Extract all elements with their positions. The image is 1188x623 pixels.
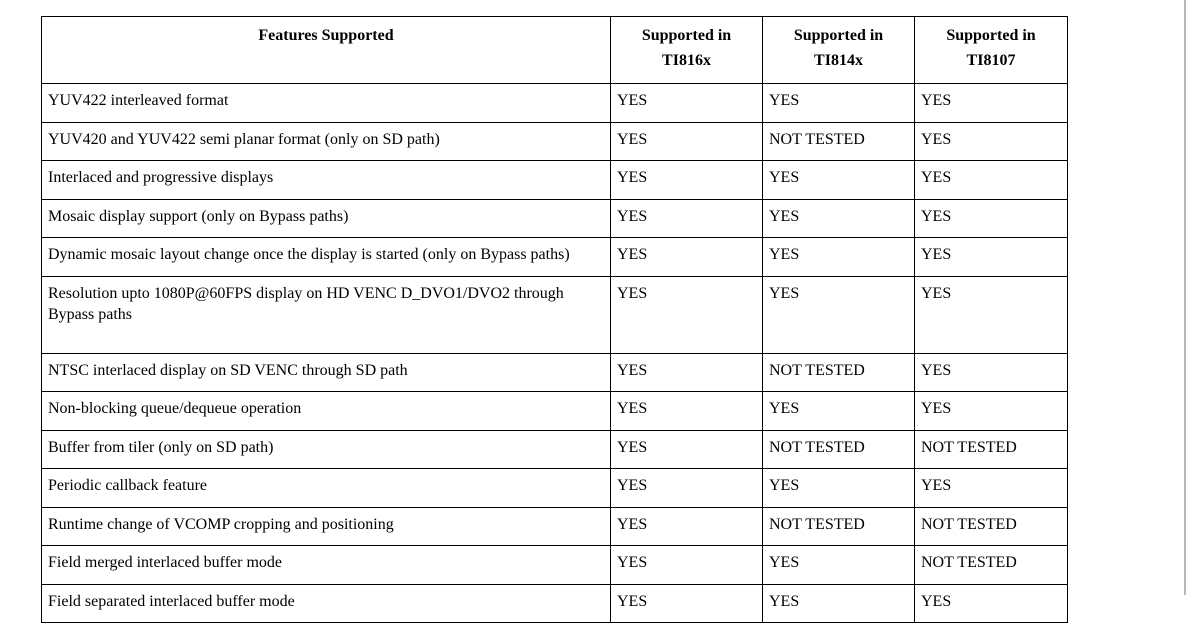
table-row [42, 430, 1068, 469]
page-edge-line [1184, 0, 1186, 595]
ti816x-cell: YES [611, 122, 763, 161]
feature-cell: Resolution upto 1080P@60FPS display on HD VENC D_DVO1/DVO2 through Bypass paths [42, 276, 611, 353]
ti8107-cell: YES [915, 122, 1068, 161]
ti814x-cell: YES [763, 546, 915, 585]
feature-cell: Interlaced and progressive displays [42, 161, 611, 200]
ti816x-cell: YES [611, 392, 763, 431]
feature-cell: YUV422 interleaved format [42, 84, 611, 123]
header-row [42, 17, 1068, 84]
ti816x-cell: YES [611, 430, 763, 469]
ti8107-cell: YES [915, 469, 1068, 508]
table-row [42, 546, 1068, 585]
feature-cell: NTSC interlaced display on SD VENC through SD path [42, 353, 611, 392]
ti8107-cell: YES [915, 84, 1068, 123]
column-header-ti816x [611, 17, 763, 84]
ti814x-cell: YES [763, 392, 915, 431]
table-row [42, 353, 1068, 392]
feature-cell: Field separated interlaced buffer mode [42, 584, 611, 622]
ti814x-cell: YES [763, 199, 915, 238]
table-row [42, 84, 1068, 123]
ti816x-cell: YES [611, 353, 763, 392]
column-header-label: Features Supported [258, 27, 394, 44]
ti816x-cell: YES [611, 546, 763, 585]
ti814x-cell: NOT TESTED [763, 353, 915, 392]
table-row [42, 238, 1068, 277]
table-row [42, 122, 1068, 161]
ti816x-cell: YES [611, 507, 763, 546]
ti8107-cell: NOT TESTED [915, 546, 1068, 585]
column-header-ti814x [763, 17, 915, 84]
ti8107-cell: YES [915, 392, 1068, 431]
column-header-line2: TI814x [814, 52, 863, 69]
ti816x-cell: YES [611, 199, 763, 238]
ti814x-cell: YES [763, 276, 915, 353]
column-header-line1: Supported in [641, 27, 732, 44]
ti8107-cell: YES [915, 584, 1068, 622]
column-header-line1: Supported in [946, 27, 1036, 44]
feature-cell: Buffer from tiler (only on SD path) [42, 430, 611, 469]
feature-cell: Dynamic mosaic layout change once the display is started (only on Bypass paths) [42, 238, 611, 277]
feature-cell: Periodic callback feature [42, 469, 611, 508]
column-header-ti8107 [915, 17, 1068, 84]
table-row [42, 392, 1068, 431]
ti814x-cell: YES [763, 161, 915, 200]
feature-cell: Non-blocking queue/dequeue operation [42, 392, 611, 431]
ti816x-cell: YES [611, 469, 763, 508]
table-row [42, 199, 1068, 238]
column-header-features [42, 17, 611, 84]
ti816x-cell: YES [611, 584, 763, 622]
ti814x-cell: NOT TESTED [763, 122, 915, 161]
table-row [42, 507, 1068, 546]
column-header-line2: TI8107 [966, 52, 1016, 69]
feature-cell: Field merged interlaced buffer mode [42, 546, 611, 585]
ti816x-cell: YES [611, 238, 763, 277]
table-row [42, 276, 1068, 353]
ti814x-cell: YES [763, 238, 915, 277]
table-row [42, 161, 1068, 200]
ti814x-cell: YES [763, 469, 915, 508]
features-support-table [41, 16, 1068, 623]
ti816x-cell: YES [611, 161, 763, 200]
ti8107-cell: YES [915, 238, 1068, 277]
ti8107-cell: YES [915, 161, 1068, 200]
feature-cell: Mosaic display support (only on Bypass paths) [42, 199, 611, 238]
feature-cell: Runtime change of VCOMP cropping and positioning [42, 507, 611, 546]
ti8107-cell: NOT TESTED [915, 430, 1068, 469]
table-row [42, 469, 1068, 508]
table-row [42, 584, 1068, 622]
ti814x-cell: NOT TESTED [763, 430, 915, 469]
column-header-line1: Supported in [793, 27, 884, 44]
ti814x-cell: YES [763, 84, 915, 123]
column-header-line2: TI816x [662, 52, 711, 69]
ti816x-cell: YES [611, 84, 763, 123]
ti814x-cell: NOT TESTED [763, 507, 915, 546]
ti814x-cell: YES [763, 584, 915, 622]
ti8107-cell: YES [915, 353, 1068, 392]
ti816x-cell: YES [611, 276, 763, 353]
ti8107-cell: YES [915, 276, 1068, 353]
ti8107-cell: YES [915, 199, 1068, 238]
feature-cell: YUV420 and YUV422 semi planar format (only on SD path) [42, 122, 611, 161]
ti8107-cell: NOT TESTED [915, 507, 1068, 546]
